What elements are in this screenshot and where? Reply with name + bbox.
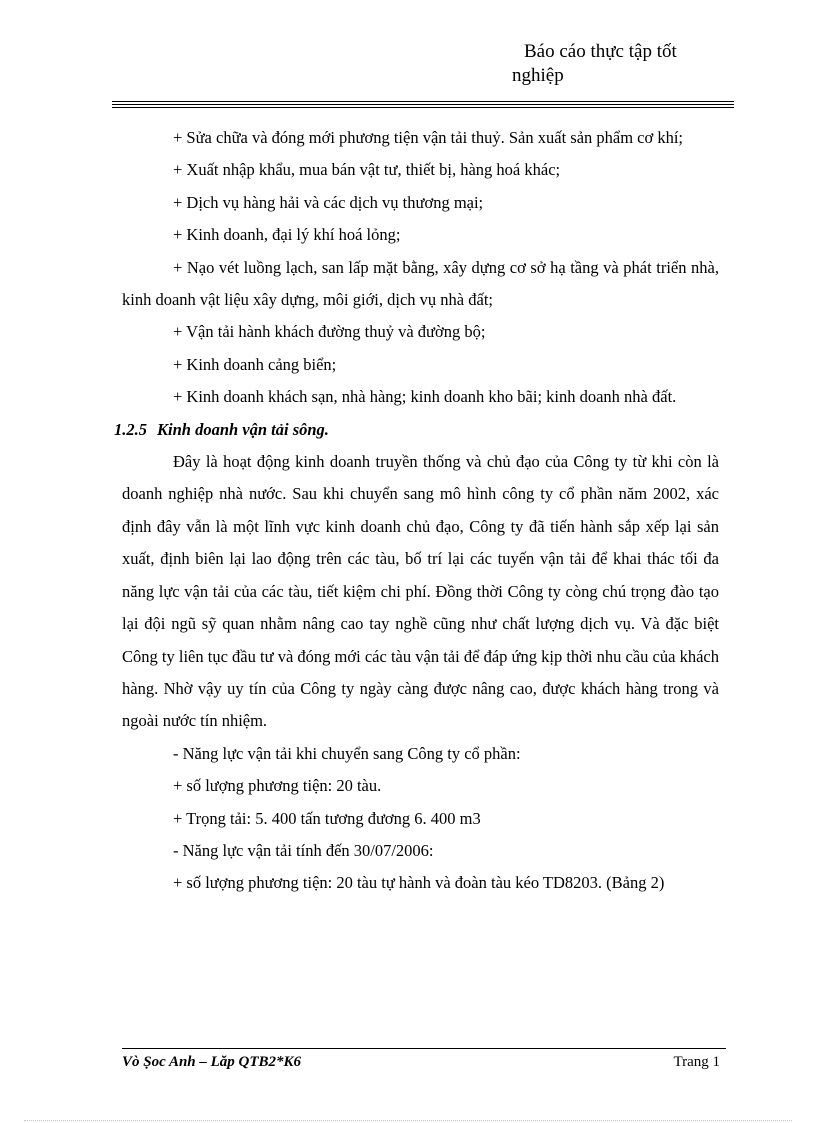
footer-author: Vò Ṣoc Anh – Lăp QTB2*K6 [122, 1054, 302, 1070]
list-item: + Kinh doanh khách sạn, nhà hàng; kinh doanh kho bãi; kinh doanh nhà đất. [173, 387, 677, 407]
list-item: + Trọng tải: 5. 400 tấn tương đương 6. 400 m3 [173, 808, 481, 828]
section-heading [114, 414, 719, 446]
report-title-line2: nghiệp [512, 65, 564, 86]
header-divider-mid [112, 104, 734, 105]
capacity-heading: - Năng lực vận tải tính đến 30/07/2006: [173, 840, 434, 860]
list-item: + số lượng phương tiện: 20 tàu tự hành và đoàn tàu kéo TD8203. (Bảng 2) [173, 873, 665, 893]
list-item: + Dịch vụ hàng hải và các dịch vụ thương mại; [173, 192, 484, 212]
section-title: Kinh doanh vận tải sông. [157, 419, 329, 439]
list-item: + Vận tải hành khách đường thuỷ và đường bộ; [173, 322, 486, 342]
footer-divider [122, 1048, 726, 1049]
page-number: Trang 1 [673, 1054, 720, 1070]
section-paragraph: Đây là hoạt động kinh doanh truyền thống và chủ đạo của Công ty từ khi còn là doanh nghiệp nhà nước. Sau khi chuyển sang mô hình công ty cổ phần năm 2002, xác định đây vẫn là một lĩnh vực kinh doanh chủ đạo, Công ty đã tiến hành sắp xếp lại sản xuất, định biên lại lao động trên các tàu, bố trí lại các tuyến vận tải để khai thác tối đa năng lực vận tải của các tàu, tiết kiệm chi phí. Đồng thời Công ty còng chú trọng đào tạo lại đội ngũ sỹ quan nhằm nâng cao tay nghề cũng như chất lượng dịch vụ. Và đặc biệt Công ty liên tục đầu tư và đóng mới các tàu vận tải để đáp ứng kịp thời nhu cầu của khách hàng. Nhờ vậy uy tín của Công ty ngày càng được nâng cao, được khách hàng trong và ngoài nước tín nhiệm. [122, 452, 719, 731]
header-divider-top [112, 101, 734, 102]
section-number: 1.2.5 [114, 419, 147, 439]
list-item: + Nạo vét luồng lạch, san lấp mặt bằng, xây dựng cơ sở hạ tầng và phát triển nhà, kinh doanh vật liệu xây dựng, môi giới, dịch vụ nhà đất; [122, 257, 719, 310]
list-item: + Xuất nhập khẩu, mua bán vật tư, thiết bị, hàng hoá khác; [173, 160, 561, 180]
header-divider-bottom [112, 107, 734, 108]
report-title-line1: Báo cáo thực tập tốt [524, 41, 677, 62]
page-edge [24, 1120, 792, 1121]
capacity-heading: - Năng lực vận tải khi chuyển sang Công ty cổ phần: [173, 743, 521, 763]
document-body [114, 122, 719, 900]
report-title [512, 40, 722, 88]
list-item: + số lượng phương tiện: 20 tàu. [173, 776, 382, 796]
list-item: + Kinh doanh cảng biển; [173, 354, 337, 374]
list-item: + Kinh doanh, đại lý khí hoá lỏng; [173, 225, 401, 245]
list-item: + Sửa chữa và đóng mới phương tiện vận tải thuỷ. Sản xuất sản phẩm cơ khí; [173, 128, 684, 147]
